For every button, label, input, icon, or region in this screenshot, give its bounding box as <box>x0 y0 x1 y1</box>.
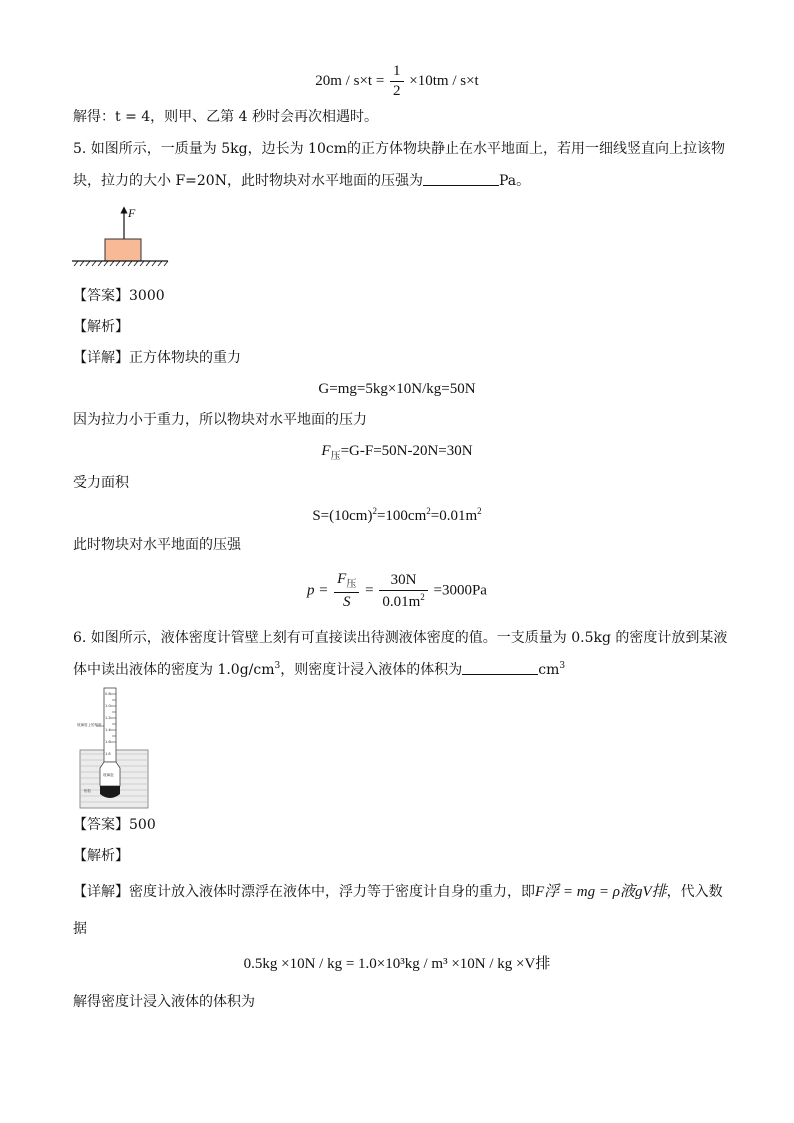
q6-answer: 【答案】500 <box>73 817 156 833</box>
eq4-den-2-sup: 2 <box>420 591 425 602</box>
eq4-den-2 <box>379 591 427 610</box>
scale-label-4: 1.6 <box>105 740 111 744</box>
eq3-part-c: =0.01m <box>430 508 478 524</box>
lead-label: 铅粒 <box>84 789 91 793</box>
bulb-label: 玻璃泡 <box>103 773 114 777</box>
q6-line2-mid: ，则密度计浸入液体的体积为 <box>280 662 463 678</box>
q6-line2-text: 体中读出液体的密度为 1.0g/cm <box>73 662 275 678</box>
q5-line2 <box>73 173 530 188</box>
q5-answer-blank <box>423 173 499 186</box>
q5-text3: 受力面积 <box>73 475 129 491</box>
force-label: F <box>128 206 136 220</box>
pressure-subscript: 压 <box>330 451 341 462</box>
q5-answer: 【答案】3000 <box>73 288 165 304</box>
eq4-num-1 <box>334 572 359 593</box>
hydrometer-stem <box>104 688 116 762</box>
q6-hydrometer-figure <box>76 686 152 810</box>
q6-detail-line1 <box>73 885 723 900</box>
eq4-num-1-sub: 压 <box>346 579 357 590</box>
q5-line2-unit: Pa。 <box>498 173 531 189</box>
fraction-numerator: 1 <box>390 64 404 82</box>
q5-analysis: 【解析】 <box>73 319 129 335</box>
q5-text4: 此时物块对水平地面的压强 <box>73 537 241 553</box>
q5-eq3 <box>0 507 794 524</box>
eq-fraction <box>390 64 404 99</box>
ground-hatching <box>74 261 168 266</box>
q6-buoyancy-equation: F浮 = mg = ρ液gV排 <box>535 884 667 900</box>
pressure-force-symbol: F <box>321 443 331 459</box>
q6-detail-line2: 据 <box>73 921 87 937</box>
eq3-sup-2: 2 <box>426 506 431 516</box>
top-solution: 解得：t = 4，则甲、乙第 4 秒时会再次相遇时。 <box>73 109 378 125</box>
q5-text2: 因为拉力小于重力，所以物块对水平地面的压力 <box>73 412 367 428</box>
eq-rhs: ×10tm / s×t <box>409 72 479 89</box>
pressure-symbol: p = <box>307 582 329 599</box>
q5-line1: 5. 如图所示，一质量为 5kg，边长为 10cm的正方体物块静止在水平地面上，若用一细线竖直向上拉该物 <box>73 141 725 157</box>
eq2-rest: =G-F=50N-20N=30N <box>340 443 473 459</box>
q6-answer-blank <box>462 662 538 675</box>
eq3-sup-3: 2 <box>477 506 482 516</box>
q6-line2-unit-sup: 3 <box>559 661 566 671</box>
eq4-result: =3000Pa <box>433 582 487 599</box>
scale-label-3: 1.4 <box>105 728 111 732</box>
eq-lhs: 20m / s×t = <box>315 72 385 89</box>
top-equation <box>0 64 794 99</box>
q6-detail-text: 【详解】密度计放入液体时漂浮在液体中，浮力等于密度计自身的重力，即 <box>73 884 535 900</box>
stem-label: 玻璃管上的刻度 <box>77 723 102 727</box>
q6-detail-tail: ，代入数 <box>666 884 723 900</box>
q5-line2-text: 块，拉力的大小 F=20N，此时物块对水平地面的压强为 <box>73 173 423 189</box>
q6-line2 <box>73 662 565 677</box>
q6-line2-unit: cm <box>538 662 560 678</box>
scale-label-0: 0.8 <box>105 692 111 696</box>
q5-eq1: G=mg=5kg×10N/kg=50N <box>318 381 476 397</box>
scale-label-2: 1.2 <box>105 716 111 720</box>
scale-label-5: 1.8 <box>105 752 111 756</box>
q5-eq2 <box>0 444 794 462</box>
scale-label-1: 1.0 <box>105 704 111 708</box>
q6-analysis: 【解析】 <box>73 848 129 864</box>
eq3-part-a: S=(10cm) <box>312 508 373 524</box>
eq4-den-1: S <box>343 594 351 610</box>
q5-block-figure <box>70 203 180 269</box>
eq3-part-b: =100cm <box>376 508 427 524</box>
cube-block <box>105 239 141 261</box>
q6-final: 解得密度计浸入液体的体积为 <box>73 994 255 1010</box>
q6-line2-sup: 3 <box>274 661 281 671</box>
eq4-fraction-2 <box>379 573 427 610</box>
eq4-num-2: 30N <box>379 573 427 591</box>
eq4-num-1-symbol: F <box>337 571 347 587</box>
eq4-equals: = <box>365 582 374 599</box>
fraction-denominator: 2 <box>393 83 401 99</box>
q5-eq4 <box>0 572 794 610</box>
eq4-den-2-base: 0.01m <box>382 593 421 610</box>
eq3-sup-1: 2 <box>372 506 377 516</box>
eq4-fraction-1 <box>334 572 359 610</box>
q5-detail: 【详解】正方体物块的重力 <box>73 350 241 366</box>
q6-line1: 6. 如图所示，液体密度计管壁上刻有可直接读出待测液体密度的值。一支质量为 0.5kg 的密度计放到某液 <box>73 630 728 646</box>
q6-eq1: 0.5kg ×10N / kg = 1.0×10³kg / m³ ×10N / kg ×V排 <box>243 956 551 972</box>
